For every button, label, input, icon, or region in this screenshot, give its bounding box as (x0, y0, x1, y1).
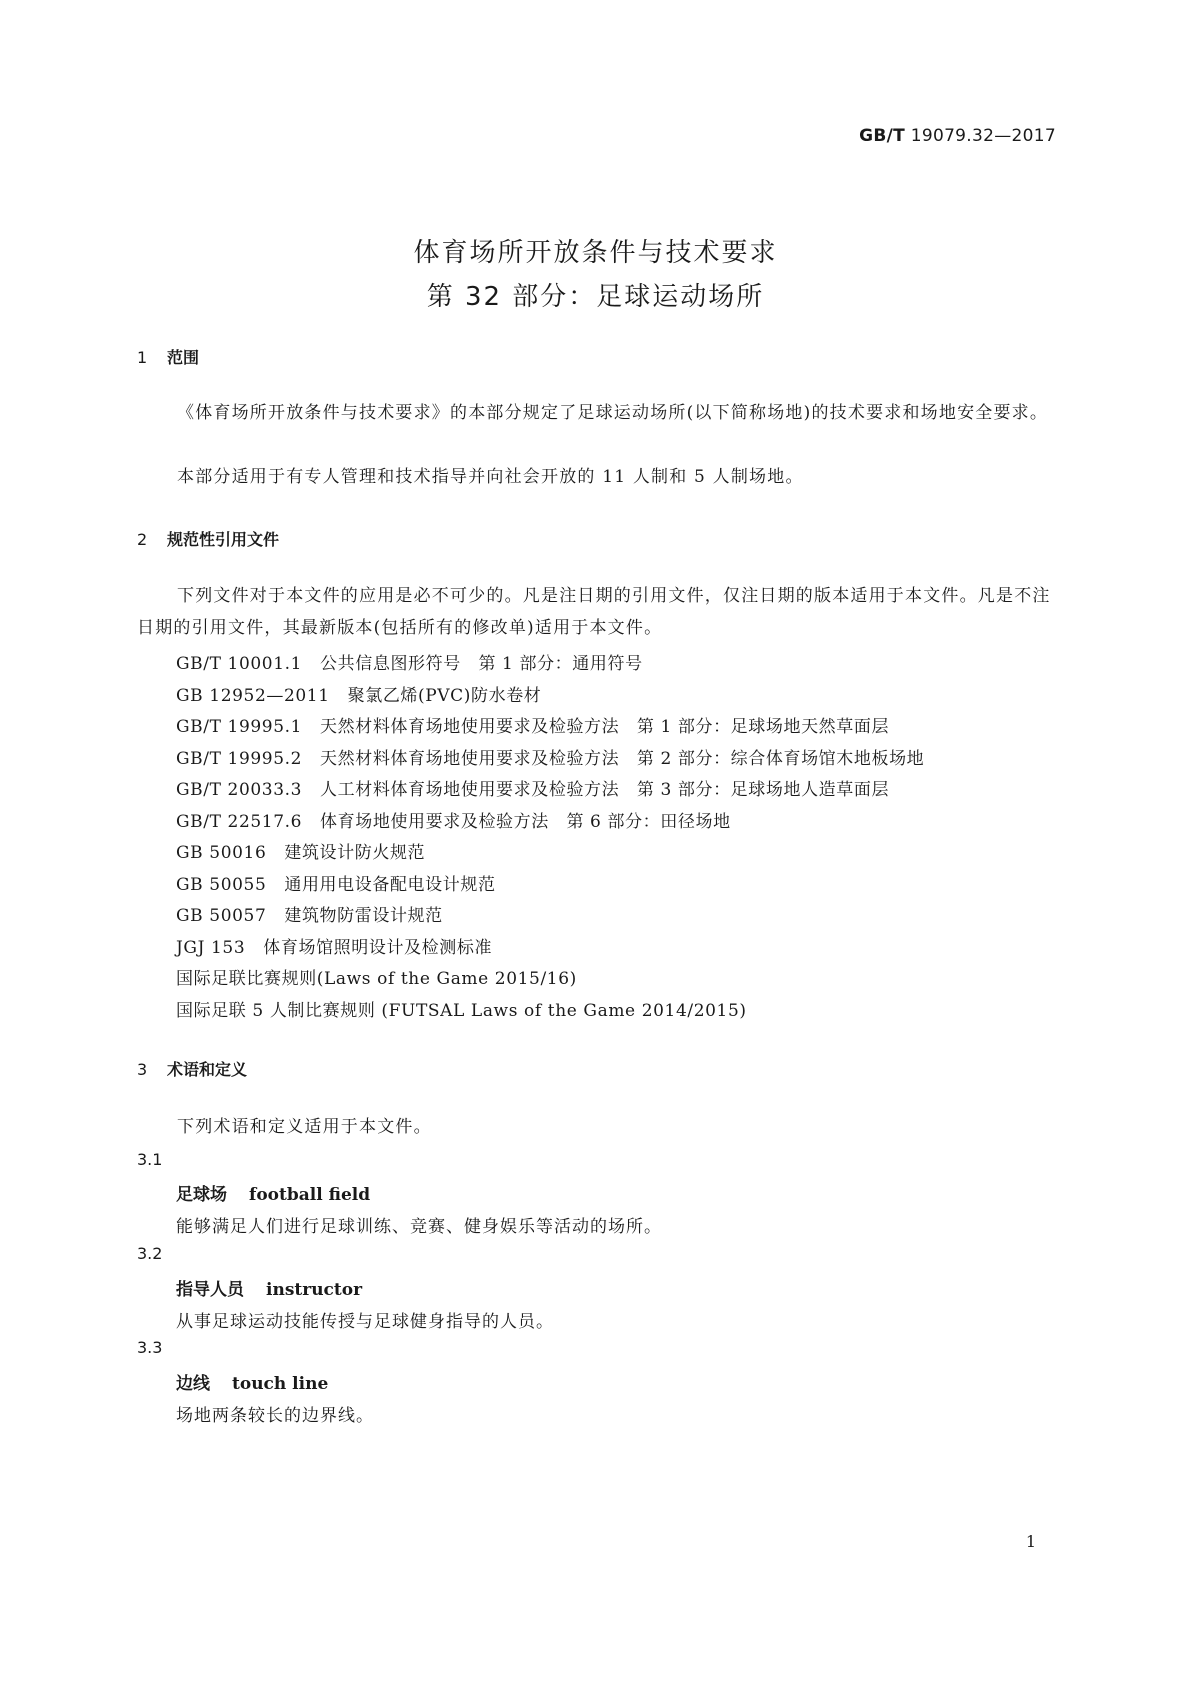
term-definition: 从事足球运动技能传授与足球健身指导的人员。 (176, 1312, 554, 1332)
reference-code: GB 50055 (176, 875, 267, 895)
reference-item (176, 807, 731, 832)
term-number: 3.3 (137, 1338, 163, 1357)
term-zh: 足球场 (176, 1185, 227, 1205)
reference-item (176, 870, 496, 895)
standard-prefix: GB/T (859, 126, 905, 146)
standard-number: 19079.32—2017 (910, 126, 1056, 146)
reference-code: GB 50057 (176, 906, 267, 926)
section-title: 范围 (167, 348, 200, 367)
reference-code: GB 12952—2011 (176, 686, 330, 706)
section-heading-terms (137, 1057, 247, 1080)
section-heading-normative-references (137, 527, 279, 550)
reference-item (176, 681, 541, 706)
reference-title: 国际足联 5 人制比赛规则 (FUTSAL Laws of the Game 2014/2015) (176, 1001, 747, 1021)
term-zh: 指导人员 (176, 1280, 244, 1300)
reference-code: GB/T 20033.3 (176, 780, 303, 800)
reference-title: 建筑设计防火规范 (284, 843, 426, 863)
reference-item (176, 964, 577, 989)
section-heading-scope (137, 345, 199, 368)
reference-title: 公共信息图形符号 第 1 部分：通用符号 (320, 654, 643, 674)
term-zh: 边线 (176, 1374, 210, 1394)
reference-code: GB/T 19995.1 (176, 717, 303, 737)
normative-intro: 下列文件对于本文件的应用是必不可少的。凡是注日期的引用文件，仅注日期的版本适用于本文件。凡是不注日期的引用文件，其最新版本(包括所有的修改单)适用于本文件。 (137, 586, 1051, 638)
reference-code: GB/T 10001.1 (176, 654, 303, 674)
reference-title: 建筑物防雷设计规范 (284, 906, 443, 926)
term-heading (176, 1369, 328, 1394)
reference-item (176, 996, 747, 1021)
reference-item (176, 744, 924, 769)
scope-paragraph-2: 本部分适用于有专人管理和技术指导并向社会开放的 11 人制和 5 人制场地。 (177, 467, 804, 487)
reference-item (176, 775, 889, 800)
reference-title: 通用用电设备配电设计规范 (284, 875, 496, 895)
standard-code (859, 126, 1056, 146)
term-en: instructor (266, 1280, 363, 1300)
reference-item (176, 649, 643, 674)
reference-title: 国际足联比赛规则(Laws of the Game 2015/16) (176, 969, 577, 989)
term-number: 3.2 (137, 1244, 163, 1263)
section-title: 术语和定义 (167, 1060, 248, 1079)
reference-title: 体育场馆照明设计及检测标准 (263, 938, 493, 958)
document-title: 体育场所开放条件与技术要求 (413, 238, 778, 268)
reference-item (176, 712, 889, 737)
reference-title: 聚氯乙烯(PVC)防水卷材 (347, 686, 542, 706)
reference-code: GB/T 22517.6 (176, 812, 303, 832)
section-number: 3 (137, 1060, 148, 1079)
reference-title: 人工材料体育场地使用要求及检验方法 第 3 部分：足球场地人造草面层 (320, 780, 890, 800)
section-number: 1 (137, 348, 148, 367)
term-number: 3.1 (137, 1150, 163, 1169)
term-heading (176, 1275, 362, 1300)
term-en: touch line (232, 1374, 329, 1394)
reference-code: GB/T 19995.2 (176, 749, 303, 769)
term-en: football field (249, 1185, 371, 1205)
scope-paragraph-1: 《体育场所开放条件与技术要求》的本部分规定了足球运动场所(以下简称场地)的技术要求和场地安全要求。 (177, 403, 1049, 423)
reference-title: 天然材料体育场地使用要求及检验方法 第 2 部分：综合体育场馆木地板场地 (320, 749, 925, 769)
term-definition: 场地两条较长的边界线。 (176, 1406, 374, 1426)
reference-item (176, 838, 425, 863)
term-definition: 能够满足人们进行足球训练、竞赛、健身娱乐等活动的场所。 (176, 1217, 662, 1237)
reference-code: GB 50016 (176, 843, 267, 863)
reference-title: 体育场地使用要求及检验方法 第 6 部分：田径场地 (320, 812, 731, 832)
reference-code: JGJ 153 (176, 938, 246, 958)
section-title: 规范性引用文件 (167, 530, 280, 549)
reference-item (176, 933, 492, 958)
page-number: 1 (1025, 1532, 1036, 1551)
document-subtitle: 第 32 部分：足球运动场所 (426, 282, 765, 312)
reference-title: 天然材料体育场地使用要求及检验方法 第 1 部分：足球场地天然草面层 (320, 717, 890, 737)
section-number: 2 (137, 530, 148, 549)
reference-item (176, 901, 443, 926)
term-heading (176, 1180, 370, 1205)
terms-intro: 下列术语和定义适用于本文件。 (177, 1117, 432, 1137)
